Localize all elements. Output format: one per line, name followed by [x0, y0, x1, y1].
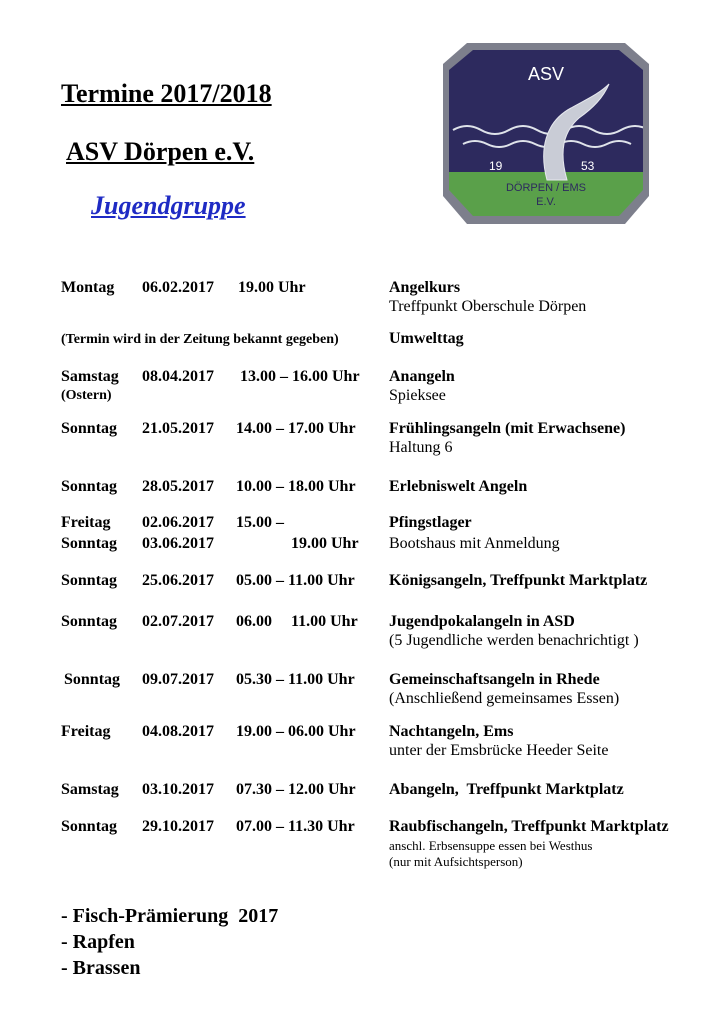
event-time: 13.00 – 16.00 Uhr: [240, 368, 360, 385]
event-detail: Bootshaus mit Anmeldung: [389, 535, 560, 552]
event-title: Gemeinschaftsangeln in Rhede: [389, 671, 600, 688]
event-date: 09.07.2017: [142, 671, 214, 688]
event-day: Sonntag: [61, 818, 118, 835]
event-title: Anangeln: [389, 368, 455, 385]
event-time: 19.00 Uhr: [238, 279, 306, 296]
event-day: Samstag: [61, 368, 119, 385]
logo-text-ev: E.V.: [536, 196, 556, 208]
event-detail: (Anschließend gemeinsames Essen): [389, 690, 620, 707]
event-title: Nachtangeln, Ems: [389, 723, 514, 740]
event-time: 07.00 – 11.30 Uhr: [236, 818, 355, 835]
event-time: 05.30 – 11.00 Uhr: [236, 671, 355, 688]
event-day: Sonntag: [64, 671, 121, 688]
footer-item: - Rapfen: [61, 931, 135, 953]
event-title: Frühlingsangeln (mit Erwachsene): [389, 420, 626, 437]
event-detail: (5 Jugendliche werden benachrichtigt ): [389, 632, 639, 649]
footer-item: - Fisch-Prämierung 2017: [61, 905, 279, 927]
event-title: Abangeln, Treffpunkt Marktplatz: [389, 781, 624, 798]
event-time-end: 19.00 Uhr: [291, 535, 359, 552]
event-date: 02.06.2017: [142, 514, 214, 531]
event-time-end: 11.00 Uhr: [291, 613, 358, 630]
event-date: 25.06.2017: [142, 572, 214, 589]
event-date: 04.08.2017: [142, 723, 214, 740]
event-time: 19.00 – 06.00 Uhr: [236, 723, 356, 740]
event-note: (Termin wird in der Zeitung bekannt gegeben): [61, 332, 339, 347]
event-detail: Treffpunkt Oberschule Dörpen: [389, 298, 587, 315]
event-day: Freitag: [61, 514, 111, 531]
event-title: Raubfischangeln, Treffpunkt Marktplatz: [389, 818, 669, 835]
club-logo: [443, 40, 649, 226]
event-detail: anschl. Erbsensuppe essen bei Westhus: [389, 838, 593, 853]
event-time: 07.30 – 12.00 Uhr: [236, 781, 356, 798]
event-time: 10.00 – 18.00 Uhr: [236, 478, 356, 495]
event-day: Samstag: [61, 781, 119, 798]
event-time: 06.00: [236, 613, 272, 630]
event-day-end: Sonntag: [61, 535, 118, 552]
event-time: 14.00 – 17.00 Uhr: [236, 420, 356, 437]
event-date: 03.10.2017: [142, 781, 214, 798]
event-title: Angelkurs: [389, 279, 461, 296]
club-name: ASV Dörpen e.V.: [66, 137, 255, 166]
logo-text-location: DÖRPEN / EMS: [505, 182, 587, 194]
event-day: Sonntag: [61, 478, 118, 495]
event-day: Sonntag: [61, 572, 118, 589]
event-detail: Spieksee: [389, 387, 446, 404]
event-day: Sonntag: [61, 420, 118, 437]
event-date: 02.07.2017: [142, 613, 214, 630]
logo-text-asv: ASV: [527, 64, 565, 84]
event-title: Erlebniswelt Angeln: [389, 478, 528, 495]
event-day: Freitag: [61, 723, 111, 740]
group-subtitle: Jugendgruppe: [91, 191, 246, 220]
event-title: Königsangeln, Treffpunkt Marktplatz: [389, 572, 648, 589]
event-title: Jugendpokalangeln in ASD: [389, 613, 575, 630]
event-date: 21.05.2017: [142, 420, 214, 437]
event-date: 08.04.2017: [142, 368, 214, 385]
event-day: Sonntag: [61, 613, 118, 630]
event-day: Montag: [61, 279, 115, 296]
page-title: Termine 2017/2018: [61, 79, 272, 108]
event-detail-note: (nur mit Aufsichtsperson): [389, 854, 523, 869]
footer-item: - Brassen: [61, 957, 141, 979]
event-time: 05.00 – 11.00 Uhr: [236, 572, 355, 589]
event-day-note: (Ostern): [61, 388, 112, 403]
event-detail: Haltung 6: [389, 439, 453, 456]
event-date: 06.02.2017: [142, 279, 214, 296]
logo-year-right: 53: [581, 159, 595, 173]
logo-year-left: 19: [489, 159, 503, 173]
event-date: 29.10.2017: [142, 818, 214, 835]
event-detail: unter der Emsbrücke Heeder Seite: [389, 742, 609, 759]
event-title: Umwelttag: [389, 330, 464, 347]
event-date-end: 03.06.2017: [142, 535, 214, 552]
event-title: Pfingstlager: [389, 514, 472, 531]
event-time: 15.00 –: [236, 514, 284, 531]
event-date: 28.05.2017: [142, 478, 214, 495]
